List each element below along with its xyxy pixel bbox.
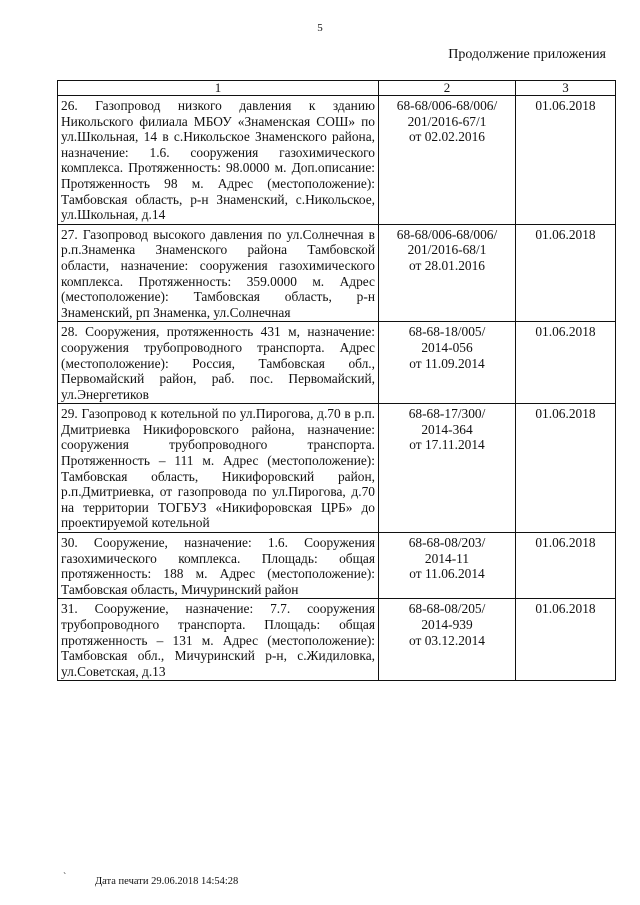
item-description: 30. Сооружение, назначение: 1.6. Сооружения газохимического комплекса. Площадь: общая протяженность: 188 м. Адрес (местоположение): Тамбовская область, Мичуринский район xyxy=(58,533,379,599)
entry-date: 01.06.2018 xyxy=(516,404,616,533)
registration-number: 68-68/006-68/006/ 201/2016-67/1 от 02.02.2016 xyxy=(379,96,516,225)
column-header-3: 3 xyxy=(516,81,616,96)
registration-number: 68-68/006-68/006/ 201/2016-68/1 от 28.01.2016 xyxy=(379,224,516,322)
item-description: 29. Газопровод к котельной по ул.Пирогова, д.70 в р.п. Дмитриевка Никифоровского района, назначение: сооружения трубопроводного транспорта. Протяженность – 111 м. Адрес (местоположение): Тамбовская область, Никифоровский район, р.п.Дмитриевка, от газопровода по ул.Пирогова, д.70 на территории ТОГБУЗ «Никифоровская ЦРБ» до проектируемой котельной xyxy=(58,404,379,533)
item-description: 27. Газопровод высокого давления по ул.Солнечная в р.п.Знаменка Знаменского района Тамбовской области, назначение: сооружения газохимического комплекса. Протяженность: 359.0000 м. Адрес (местоположение): Тамбовская область, р-н Знаменский, рп Знаменка, ул.Солнечная xyxy=(58,224,379,322)
column-header-1: 1 xyxy=(58,81,379,96)
item-description: 28. Сооружения, протяженность 431 м, назначение: сооружения трубопроводного транспорта. Адрес (местоположение): Россия, Тамбовская обл., Первомайский район, раб. пос. Первомайский, ул.Энергетиков xyxy=(58,322,379,404)
table-row xyxy=(58,599,616,681)
item-description: 31. Сооружение, назначение: 7.7. сооружения трубопроводного транспорта. Площадь: общая протяженность – 131 м. Адрес (местоположение): Тамбовская обл., Мичуринский р-н, с.Жидиловка, ул.Советская, д.13 xyxy=(58,599,379,681)
table-row xyxy=(58,322,616,404)
continuation-heading: Продолжение приложения xyxy=(448,47,606,62)
table-row xyxy=(58,533,616,599)
table-header-row xyxy=(58,81,616,96)
entry-date: 01.06.2018 xyxy=(516,322,616,404)
column-header-2: 2 xyxy=(379,81,516,96)
print-date: Дата печати 29.06.2018 14:54:28 xyxy=(95,876,239,887)
table-row xyxy=(58,96,616,225)
item-description: 26. Газопровод низкого давления к зданию Никольского филиала МБОУ «Знаменская СОШ» по ул.Школьная, 14 в с.Никольское Знаменского района, назначение: 1.6. сооружения газохимического комплекса. Протяженность: 98.0000 м. Доп.описание: Протяженность 98 м. Адрес (местоположение): Тамбовская область, р-н Знаменский, с.Никольское, ул.Школьная, д.14 xyxy=(58,96,379,225)
registration-number: 68-68-08/203/ 2014-11 от 11.06.2014 xyxy=(379,533,516,599)
registration-number: 68-68-17/300/ 2014-364 от 17.11.2014 xyxy=(379,404,516,533)
table-row xyxy=(58,404,616,533)
registration-number: 68-68-18/005/ 2014-056 от 11.09.2014 xyxy=(379,322,516,404)
entry-date: 01.06.2018 xyxy=(516,599,616,681)
property-table xyxy=(57,80,616,681)
registration-number: 68-68-08/205/ 2014-939 от 03.12.2014 xyxy=(379,599,516,681)
page-number: 5 xyxy=(317,22,323,34)
entry-date: 01.06.2018 xyxy=(516,533,616,599)
scan-mark: ` xyxy=(63,872,67,883)
table-row xyxy=(58,224,616,322)
entry-date: 01.06.2018 xyxy=(516,96,616,225)
entry-date: 01.06.2018 xyxy=(516,224,616,322)
